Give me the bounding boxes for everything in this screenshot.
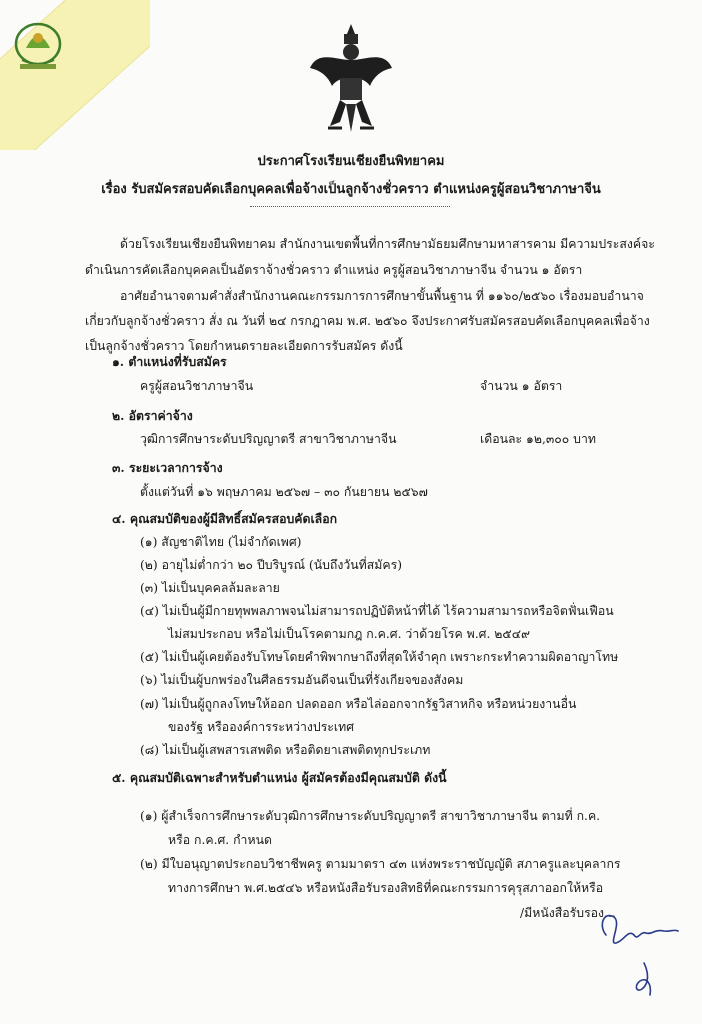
position-name: ครูผู้สอนวิชาภาษาจีน xyxy=(140,379,254,393)
specific-qualification-item: (๑) ผู้สำเร็จการศึกษาระดับวุฒิการศึกษาระดับปริญญาตรี สาขาวิชาภาษาจีน ตามที่ ก.ค. xyxy=(140,809,601,823)
qualification-item: (๒) อายุไม่ต่ำกว่า ๒๐ ปีบริบูรณ์ (นับถึงวันที่สมัคร) xyxy=(140,558,403,572)
intro-line: เป็นลูกจ้างชั่วคราว โดยกำหนดรายละเอียดการรับสมัคร ดังนี้ xyxy=(85,339,403,353)
section-2-heading: ๒. อัตราค่าจ้าง xyxy=(112,408,193,423)
specific-qualification-item: (๒) มีใบอนุญาตประกอบวิชาชีพครู ตามมาตรา ๔๓ แห่งพระราชบัญญัติ สภาครูและบุคลากร xyxy=(140,857,621,871)
intro-line: อาศัยอำนาจตามคำสั่งสำนักงานคณะกรรมการการศึกษาขั้นพื้นฐาน ที่ ๑๑๖๐/๒๕๖๐ เรื่องมอบอำนาจ xyxy=(120,289,644,303)
qualification-item: (๔) ไม่เป็นผู้มีกายทุพพลภาพจนไม่สามารถปฏิบัติหน้าที่ได้ ไร้ความสามารถหรือจิตฟั่นเฟือน xyxy=(140,604,614,618)
section-3-heading: ๓. ระยะเวลาการจ้าง xyxy=(112,460,223,475)
section-1-heading: ๑. ตำแหน่งที่รับสมัคร xyxy=(112,354,227,369)
qualification-item-cont: ของรัฐ หรือองค์การระหว่างประเทศ xyxy=(168,720,355,734)
qualification: วุฒิการศึกษาระดับปริญญาตรี สาขาวิชาภาษาจีน xyxy=(140,432,397,446)
intro-line: เกี่ยวกับลูกจ้างชั่วคราว สั่ง ณ วันที่ ๒๔ กรกฎาคม พ.ศ. ๒๕๖๐ จึงประกาศรับสมัครสอบคัดเลือกบุคคลเพื่อจ้าง xyxy=(85,314,650,328)
salary: เดือนละ ๑๒,๓๐๐ บาท xyxy=(480,432,596,446)
intro-line: ดำเนินการคัดเลือกบุคคลเป็นอัตราจ้างชั่วคราว ตำแหน่ง ครูผู้สอนวิชาภาษาจีน จำนวน ๑ อัตรา xyxy=(85,263,583,277)
announcement-title: ประกาศโรงเรียนเชียงยืนพิทยาคม xyxy=(257,154,445,169)
school-logo-icon xyxy=(6,14,70,78)
qualification-item-cont: ไม่สมประกอบ หรือไม่เป็นโรคตามกฎ ก.ค.ศ. ว่าด้วยโรค พ.ศ. ๒๕๔๙ xyxy=(168,627,531,641)
qualification-item: (๑) สัญชาติไทย (ไม่จำกัดเพศ) xyxy=(140,535,302,549)
qualification-item: (๕) ไม่เป็นผู้เคยต้องรับโทษโดยคำพิพากษาถึงที่สุดให้จำคุก เพราะกระทำความผิดอาญาโทษ xyxy=(140,650,619,664)
signature-icon xyxy=(594,905,684,1005)
intro-line: ด้วยโรงเรียนเชียงยืนพิทยาคม สำนักงานเขตพื้นที่การศึกษามัธยมศึกษามหาสารคาม มีความประสงค์จะ xyxy=(120,237,655,251)
garuda-emblem-icon xyxy=(306,20,396,140)
specific-qualification-item-cont: ทางการศึกษา พ.ศ.๒๕๔๖ หรือหนังสือรับรองสิทธิที่คณะกรรมการคุรุสภาออกให้หรือ xyxy=(168,881,604,895)
continued-note: /มีหนังสือรับรอง... xyxy=(520,906,616,920)
employment-period: ตั้งแต่วันที่ ๑๖ พฤษภาคม ๒๕๖๗ – ๓๐ กันยายน ๒๕๖๗ xyxy=(140,485,428,499)
position-quota: จำนวน ๑ อัตรา xyxy=(480,379,563,393)
qualification-item: (๖) ไม่เป็นผู้บกพร่องในศีลธรรมอันดีจนเป็นที่รังเกียจของสังคม xyxy=(140,673,464,687)
qualification-item: (๓) ไม่เป็นบุคคลล้มละลาย xyxy=(140,581,280,595)
specific-qualification-item-cont: หรือ ก.ค.ศ. กำหนด xyxy=(168,833,272,847)
corner-ribbon xyxy=(0,0,150,150)
qualification-item: (๗) ไม่เป็นผู้ถูกลงโทษให้ออก ปลดออก หรือไล่ออกจากรัฐวิสาหกิจ หรือหน่วยงานอื่น xyxy=(140,697,577,711)
section-5-heading: ๕. คุณสมบัติเฉพาะสำหรับตำแหน่ง ผู้สมัครต้องมีคุณสมบัติ ดังนี้ xyxy=(112,770,447,785)
qualification-item: (๘) ไม่เป็นผู้เสพสารเสพติด หรือติดยาเสพติดทุกประเภท xyxy=(140,743,431,757)
announcement-subject: เรื่อง รับสมัครสอบคัดเลือกบุคคลเพื่อจ้างเป็นลูกจ้างชั่วคราว ตำแหน่งครูผู้สอนวิชาภาษาจีน xyxy=(101,182,601,197)
section-4-heading: ๔. คุณสมบัติของผู้มีสิทธิ์สมัครสอบคัดเลือก xyxy=(112,511,338,526)
divider-dotted xyxy=(250,206,450,207)
